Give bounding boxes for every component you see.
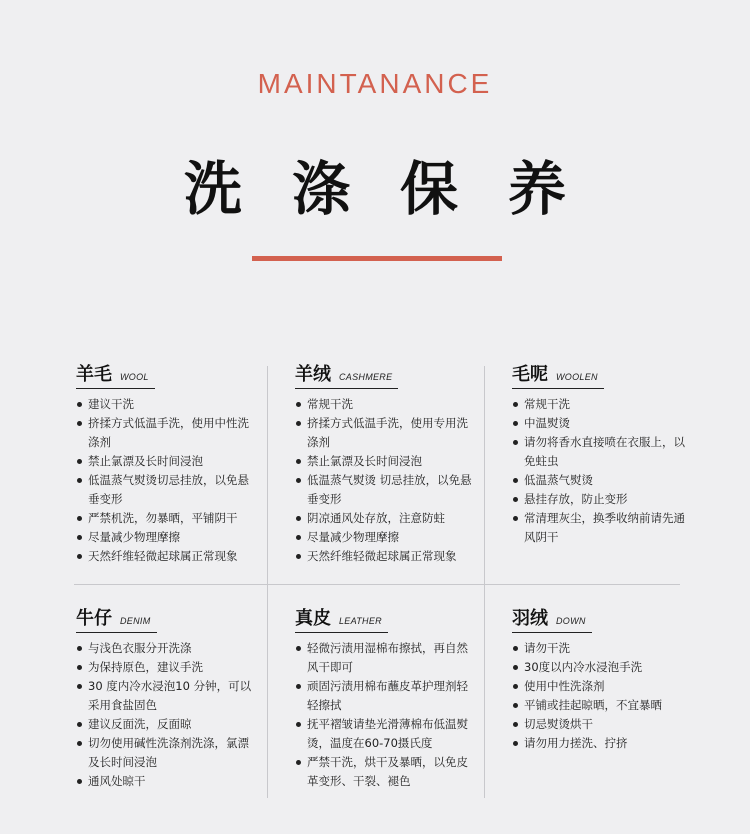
- care-title-cn: 羊绒: [295, 364, 331, 385]
- care-item: 轻微污渍用湿棉布擦拭，再自然风干即可: [295, 639, 475, 677]
- care-item: 30度以内冷水浸泡手洗: [512, 658, 692, 677]
- care-section-title: [76, 360, 155, 389]
- care-section-title: [512, 604, 592, 633]
- care-item: 使用中性洗涤剂: [512, 677, 692, 696]
- care-item: 平铺或挂起晾晒，不宜暴晒: [512, 696, 692, 715]
- care-item: 挤揉方式低温手洗，使用专用洗涤剂: [295, 414, 475, 452]
- care-list: [76, 639, 256, 791]
- grid-divider-vertical-2: [484, 366, 485, 798]
- care-section-leather: [295, 604, 475, 791]
- care-item: 挤揉方式低温手洗，使用中性洗涤剂: [76, 414, 256, 452]
- care-list: [295, 395, 475, 566]
- care-list: [295, 639, 475, 791]
- care-item: 建议反面洗，反面晾: [76, 715, 256, 734]
- care-item: 请勿将香水直接喷在衣服上，以免蛀虫: [512, 433, 692, 471]
- care-section-wool: [76, 360, 256, 566]
- care-item: 请勿用力搓洗、拧挤: [512, 734, 692, 753]
- care-item: 为保持原色，建议手洗: [76, 658, 256, 677]
- care-title-cn: 毛呢: [512, 364, 548, 385]
- care-item: 切勿使用碱性洗涤剂洗涤，氯漂及长时间浸泡: [76, 734, 256, 772]
- care-item: 禁止氯漂及长时间浸泡: [76, 452, 256, 471]
- care-title-cn: 牛仔: [76, 608, 112, 629]
- care-title-cn: 羊毛: [76, 364, 112, 385]
- care-section-down: [512, 604, 692, 753]
- care-item: 30 度内冷水浸泡10 分钟，可以采用食盐固色: [76, 677, 256, 715]
- care-section-woolen: [512, 360, 692, 547]
- care-item: 与浅色衣服分开洗涤: [76, 639, 256, 658]
- care-section-title: [295, 604, 388, 633]
- care-item: 常规干洗: [295, 395, 475, 414]
- care-section-cashmere: [295, 360, 475, 566]
- care-list: [512, 639, 692, 753]
- care-item: 低温蒸气熨烫: [512, 471, 692, 490]
- care-item: 请勿干洗: [512, 639, 692, 658]
- care-item: 建议干洗: [76, 395, 256, 414]
- care-title-en: DOWN: [556, 616, 586, 626]
- care-item: 尽量减少物理摩擦: [76, 528, 256, 547]
- care-section-title: [295, 360, 398, 389]
- accent-divider: [252, 256, 502, 261]
- care-section-title: [76, 604, 157, 633]
- care-item: 天然纤维轻微起球属正常现象: [76, 547, 256, 566]
- care-item: 常清理灰尘，换季收纳前请先通风阴干: [512, 509, 692, 547]
- care-item: 切忌熨烫烘干: [512, 715, 692, 734]
- care-list: [76, 395, 256, 566]
- care-item: 严禁机洗，勿暴晒，平铺阴干: [76, 509, 256, 528]
- care-item: 天然纤维轻微起球属正常现象: [295, 547, 475, 566]
- care-item: 顽固污渍用棉布蘸皮革护理剂轻轻擦拭: [295, 677, 475, 715]
- care-list: [512, 395, 692, 547]
- care-title-en: LEATHER: [339, 616, 382, 626]
- care-section-denim: [76, 604, 256, 791]
- grid-divider-vertical-1: [267, 366, 268, 798]
- header-title-cn: 洗涤保养: [183, 155, 616, 223]
- care-item: 低温蒸气熨烫切忌挂放，以免悬垂变形: [76, 471, 256, 509]
- care-section-title: [512, 360, 604, 389]
- care-title-cn: 真皮: [295, 608, 331, 629]
- care-title-en: WOOL: [120, 372, 149, 382]
- grid-divider-horizontal: [74, 584, 680, 585]
- care-item: 尽量减少物理摩擦: [295, 528, 475, 547]
- care-item: 阴凉通风处存放，注意防蛀: [295, 509, 475, 528]
- care-title-en: DENIM: [120, 616, 151, 626]
- care-item: 通风处晾干: [76, 772, 256, 791]
- care-item: 常规干洗: [512, 395, 692, 414]
- care-title-en: CASHMERE: [339, 372, 393, 382]
- care-item: 悬挂存放，防止变形: [512, 490, 692, 509]
- care-item: 低温蒸气熨烫 切忌挂放，以免悬垂变形: [295, 471, 475, 509]
- care-item: 严禁干洗，烘干及暴晒，以免皮革变形、干裂、褪色: [295, 753, 475, 791]
- care-title-en: WOOLEN: [556, 372, 598, 382]
- care-title-cn: 羽绒: [512, 608, 548, 629]
- header-title-en: MAINTANANCE: [257, 68, 493, 99]
- care-item: 中温熨烫: [512, 414, 692, 433]
- care-item: 禁止氯漂及长时间浸泡: [295, 452, 475, 471]
- care-item: 抚平褶皱请垫光滑薄棉布低温熨烫，温度在60-70摄氏度: [295, 715, 475, 753]
